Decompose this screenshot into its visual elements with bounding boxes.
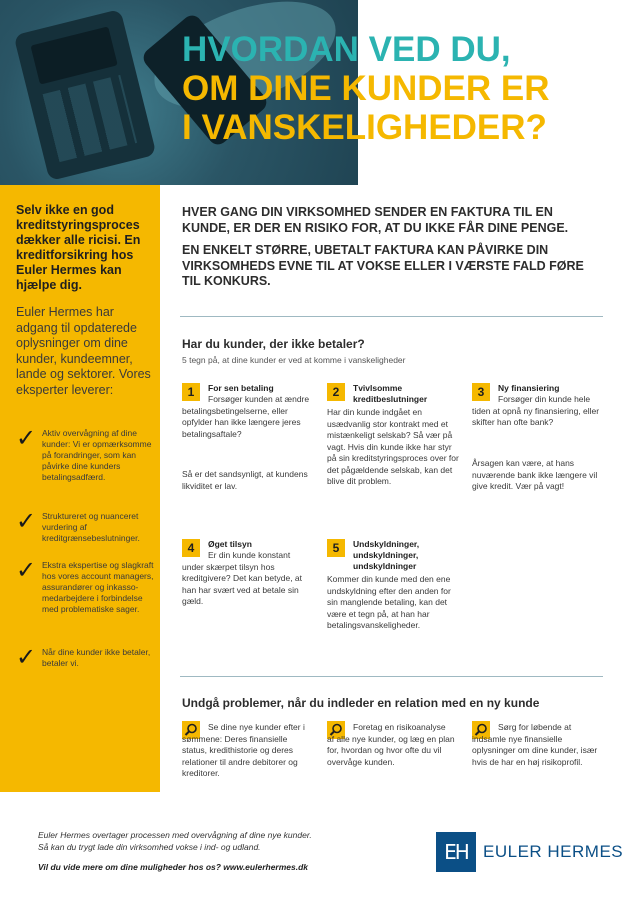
sign-body: Kommer din kunde med den ene undskyldning efter den anden for sin manglende betaling, kan det være et tegn på, at han har betalingsvanskeligheder. bbox=[327, 574, 451, 630]
tip-text: Se dine nye kunder efter i sømmene: Deres finansielle status, kredithistorie og deres relationer til andre debitorer og kreditorer. bbox=[182, 722, 305, 778]
title-line-2: OM DINE KUNDER ER bbox=[182, 69, 550, 108]
check-text: Ekstra ekspertise og slagkraft hos vores account managers, assurandører og inkasso-medarbejdere i forbindelse med problematiske sager. bbox=[42, 560, 154, 614]
lead-paragraph-1: HVER GANG DIN VIRKSOMHED SENDER EN FAKTURA TIL EN KUNDE, ER DER EN RISIKO FOR, AT DU IKKE FÅR DINE PENGE. bbox=[182, 205, 569, 235]
sidebar-intro: Selv ikke en god kreditstyringsproces dækker alle ricisi. En kreditforsikring hos Euler Hermes kan hjælpe dig. bbox=[16, 203, 141, 292]
sign-number: 1 bbox=[182, 383, 200, 401]
sign-heading: Undskyldninger, undskyldninger, undskyldninger bbox=[353, 539, 420, 571]
page-title bbox=[182, 30, 550, 147]
euler-hermes-logo-text: EULER HERMES bbox=[483, 842, 624, 861]
check-text: Aktiv overvågning af dine kunder: Vi er opmærksomme på forandringer, som kan påvirke dine kunders betalingsadfærd. bbox=[42, 428, 152, 482]
sign-number: 4 bbox=[182, 539, 200, 557]
section-title-warning-signs: Har du kunder, der ikke betaler? bbox=[182, 337, 365, 351]
sign-number: 3 bbox=[472, 383, 490, 401]
check-text: Når dine kunder ikke betaler, betaler vi. bbox=[42, 647, 151, 668]
hero-banner bbox=[0, 0, 636, 185]
sidebar bbox=[0, 185, 160, 792]
footer-line-1: Euler Hermes overtager processen med overvågning af dine nye kunder. bbox=[38, 830, 312, 840]
sign-heading: For sen betaling bbox=[208, 383, 274, 393]
section-title-new-customer: Undgå problemer, når du indleder en relation med en ny kunde bbox=[182, 696, 540, 710]
sign-heading: Øget tilsyn bbox=[208, 539, 252, 549]
sign-heading: Tvivlsomme kreditbeslutninger bbox=[353, 383, 428, 404]
sign-body-2: Så er det sandsynligt, at kundens likviditet er lav. bbox=[182, 469, 308, 491]
sign-body: Forsøger din kunde hele tiden at opnå ny finansiering, eller skifter han ofte bank? bbox=[472, 394, 600, 427]
tip-text: Foretag en risikoanalyse af alle nye kunder, og læg en plan for, hvordan og hvor ofte du vil overvåge kunden. bbox=[327, 722, 455, 767]
sidebar-body: Euler Hermes har adgang til opdaterede oplysninger om dine kunder, kundeemner, lande og sektorer. Vores eksperter leverer: bbox=[16, 305, 151, 397]
divider bbox=[180, 676, 603, 677]
section-subtitle: 5 tegn på, at dine kunder er ved at komme i vanskeligheder bbox=[182, 355, 406, 365]
lead-paragraph-2: EN ENKELT STØRRE, UBETALT FAKTURA KAN PÅVIRKE DIN VIRKSOMHEDS EVNE TIL AT VOKSE ELLER I VÆRSTE FALD FØRE TIL KONKURS. bbox=[182, 243, 584, 288]
divider bbox=[180, 316, 603, 317]
checkmark-icon: ✓ bbox=[16, 424, 37, 452]
check-text: Struktureret og nuanceret vurdering af kreditgrænsebeslutninger. bbox=[42, 511, 140, 543]
title-line-1: HVORDAN VED DU, bbox=[182, 30, 511, 69]
checkmark-icon: ✓ bbox=[16, 556, 37, 584]
checkmark-icon: ✓ bbox=[16, 643, 37, 671]
sign-body-2: Årsagen kan være, at hans nuværende bank ikke længere vil give kredit. Vær på vagt! bbox=[472, 458, 598, 491]
title-line-3: I VANSKELIGHEDER? bbox=[182, 108, 547, 147]
footer-cta[interactable]: Vil du vide mere om dine muligheder hos os? www.eulerhermes.dk bbox=[38, 862, 309, 872]
sign-heading: Ny finansiering bbox=[498, 383, 560, 393]
sign-body: Forsøger kunden at ændre betalingsbetingelserne, eller opfylder han ikke længere jeres betalingsaftale? bbox=[182, 394, 310, 439]
checkmark-icon: ✓ bbox=[16, 507, 37, 535]
sign-number: 2 bbox=[327, 383, 345, 401]
payment-terminal-image bbox=[13, 9, 156, 181]
sign-body: Har din kunde indgået en usædvanlig stor kontrakt med et mistænkeligt selskab? Så vær på vagt. Hvis din kunde ikke har styr på sin kreditstyringsproces over for det pågældende selskab, kan det blive dit problem. bbox=[327, 407, 459, 486]
sign-body: Er din kunde konstant under skærpet tilsyn hos kreditgivere? Det kan betyde, at han har svært ved at betale sin gæld. bbox=[182, 550, 303, 606]
tip-text: Sørg for løbende at indsamle nye finansielle oplysninger om dine kunder, især hvis de har en høj risikoprofil. bbox=[472, 722, 598, 767]
footer-line-2: Så kan du trygt lade din virksomhed vokse i ind- og udland. bbox=[38, 842, 261, 852]
sign-number: 5 bbox=[327, 539, 345, 557]
euler-hermes-logo-mark: EH bbox=[436, 832, 476, 872]
